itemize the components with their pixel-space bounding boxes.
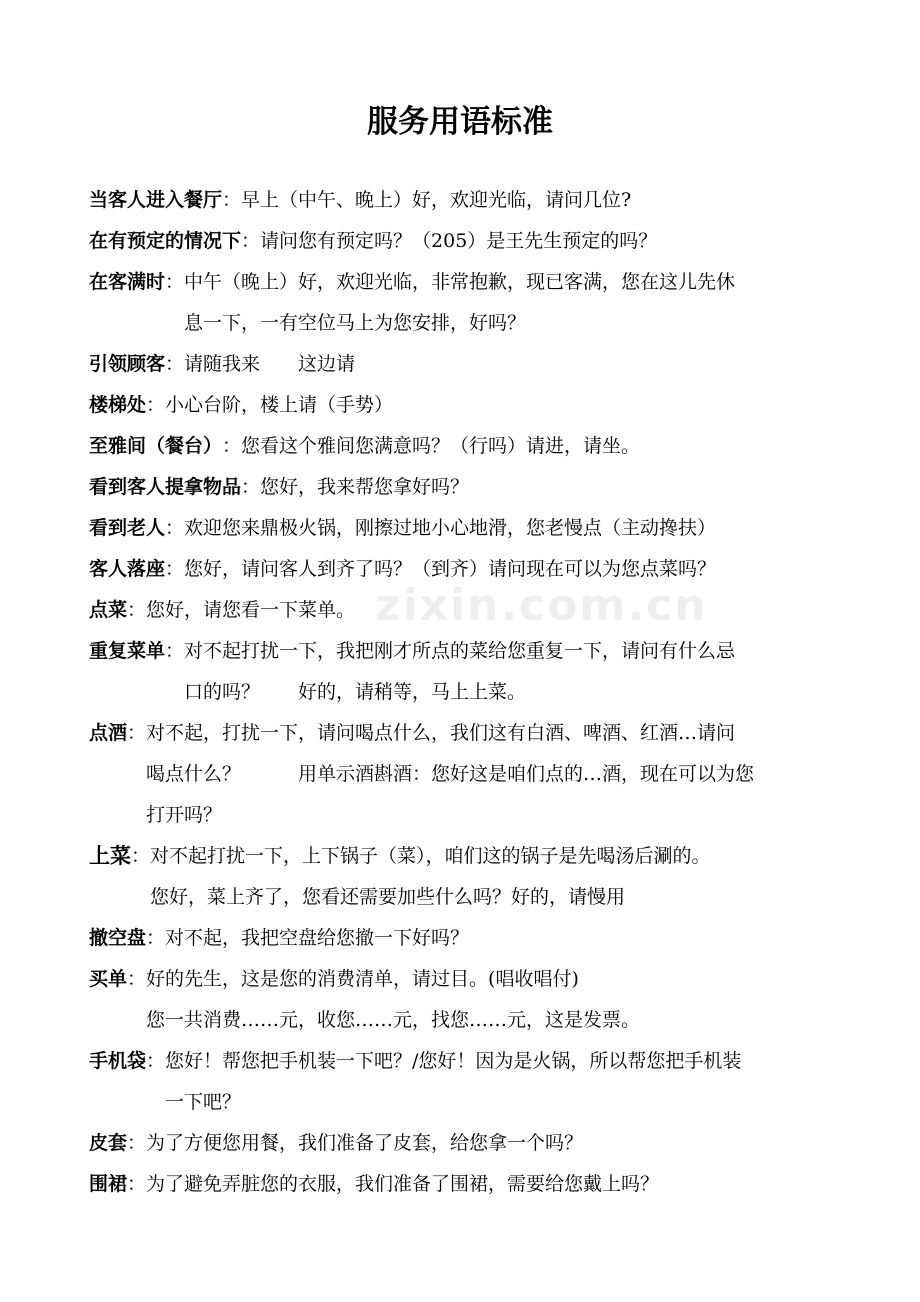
label-colon: ： [127, 1173, 147, 1195]
label-colon: ： [127, 968, 147, 990]
phrase-label: 在有预定的情况下 [89, 230, 242, 252]
phrase-entry [89, 1123, 837, 1164]
phrase-label: 重复菜单 [89, 640, 166, 662]
phrase-text [184, 262, 837, 344]
phrase-entry [89, 467, 837, 508]
phrase-entry [89, 221, 837, 262]
label-colon: ： [165, 558, 185, 580]
phrase-text [184, 508, 837, 549]
phrase-continuation-line: 您好，菜上齐了，您看还需要加些什么吗？好的，请慢用 [150, 886, 626, 908]
phrase-line: 对不起，打扰一下，请问喝点什么，我们这有白酒、啤酒、红酒…请问 [146, 722, 736, 744]
phrase-line: 欢迎您来鼎极火锅，刚擦过地小心地滑，您老慢点（主动搀扶） [184, 517, 717, 539]
phrase-label: 引领顾客 [89, 353, 166, 375]
phrase-continuation-line: 打开吗？ [146, 804, 223, 826]
phrase-text [165, 385, 837, 426]
phrase-line: 小心台阶，楼上请（手势） [165, 394, 394, 416]
phrase-line: 您看这个雅间您满意吗？（行吗）请进，请坐。 [241, 435, 641, 457]
phrase-entry [89, 426, 837, 467]
label-colon: ： [222, 189, 242, 211]
label-colon: ： [131, 845, 151, 867]
label-colon: ： [241, 230, 261, 252]
phrase-text [184, 631, 837, 713]
phrase-entry [89, 631, 837, 713]
phrase-text [260, 467, 837, 508]
label-colon: ： [165, 517, 185, 539]
phrase-label: 点酒 [89, 722, 128, 744]
phrase-label: 围裙 [89, 1173, 128, 1195]
label-colon: ： [165, 640, 185, 662]
phrase-line: 对不起打扰一下，我把刚才所点的菜给您重复一下，请问有什么忌 [184, 640, 736, 662]
phrase-label: 楼梯处 [89, 394, 147, 416]
phrase-text [146, 1123, 837, 1164]
phrase-label: 皮套 [89, 1132, 128, 1154]
label-colon: ： [146, 927, 166, 949]
phrase-label: 手机袋 [89, 1050, 147, 1072]
phrase-entry [89, 836, 837, 918]
phrase-continuation-line: 喝点什么？ 用单示酒斟酒：您好这是咱们点的…酒，现在可以为您 [146, 763, 755, 785]
label-colon: ： [127, 1132, 147, 1154]
phrase-label: 点菜 [89, 599, 128, 621]
phrase-label: 看到客人提拿物品 [89, 476, 242, 498]
label-colon: ： [127, 722, 147, 744]
phrase-line: 对不起打扰一下，上下锅子（菜），咱们这的锅子是先喝汤后涮的。 [150, 845, 711, 867]
label-colon: ： [146, 1050, 166, 1072]
phrase-entry [89, 1164, 837, 1205]
page-title: 服务用语标准 [367, 104, 553, 140]
phrase-entry [89, 344, 837, 385]
label-colon: ： [146, 394, 166, 416]
phrase-entry [89, 385, 837, 426]
phrase-line: 您好，请您看一下菜单。 [146, 599, 356, 621]
phrase-text [146, 1164, 837, 1205]
label-colon: ： [165, 353, 185, 375]
phrase-continuation-line: 一下吧？ [165, 1091, 242, 1113]
phrase-label: 上菜 [89, 844, 131, 868]
phrase-entry [89, 180, 837, 221]
phrase-entry [89, 713, 837, 836]
phrase-label: 客人落座 [89, 558, 166, 580]
phrase-continuation-line: 息一下，一有空位马上为您安排，好吗？ [184, 312, 527, 334]
phrase-line: 请问您有预定吗？（205）是王先生预定的吗？ [260, 230, 658, 252]
phrase-line: 中午（晚上）好，欢迎光临，非常抱歉，现已客满，您在这儿先休 [184, 271, 736, 293]
phrase-line: 您好，我来帮您拿好吗？ [260, 476, 470, 498]
phrase-label: 至雅间（餐台） [89, 435, 223, 457]
phrase-label: 当客人进入餐厅 [89, 189, 223, 211]
phrase-text [241, 180, 837, 221]
label-colon: ： [127, 599, 147, 621]
phrase-line: 好的先生，这是您的消费清单，请过目。(唱收唱付) [146, 968, 579, 990]
label-colon: ： [165, 271, 185, 293]
phrase-label: 在客满时 [89, 271, 166, 293]
phrase-line: 您好，请问客人到齐了吗？（到齐）请问现在可以为您点菜吗？ [184, 558, 717, 580]
phrase-label: 买单 [89, 968, 128, 990]
phrase-entry [89, 508, 837, 549]
phrase-text [146, 713, 837, 836]
phrase-continuation-line: 口的吗？ 好的，请稍等，马上上菜。 [184, 681, 527, 703]
phrase-label: 看到老人 [89, 517, 166, 539]
watermark: zixin.com.cn [375, 580, 708, 631]
phrase-text [150, 836, 837, 918]
phrase-text [165, 918, 837, 959]
phrase-entry [89, 262, 837, 344]
label-colon: ： [222, 435, 242, 457]
label-colon: ： [241, 476, 261, 498]
phrase-line: 为了避免弄脏您的衣服，我们准备了围裙，需要给您戴上吗？ [146, 1173, 660, 1195]
phrase-text [260, 221, 837, 262]
phrase-entry [89, 1041, 837, 1123]
phrase-line: 请随我来 这边请 [184, 353, 356, 375]
phrase-text [184, 344, 837, 385]
phrase-line: 您好！帮您把手机装一下吧？/您好！因为是火锅，所以帮您把手机装 [165, 1050, 742, 1072]
phrase-entry [89, 959, 837, 1041]
phrase-text [146, 959, 837, 1041]
phrase-entry [89, 918, 837, 959]
phrase-list [89, 180, 837, 1205]
phrase-line: 早上（中午、晚上）好，欢迎光临，请问几位? [241, 189, 632, 211]
phrase-text [165, 1041, 837, 1123]
phrase-continuation-line: 您一共消费……元，收您……元，找您……元，这是发票。 [146, 1009, 641, 1031]
phrase-line: 为了方便您用餐，我们准备了皮套，给您拿一个吗？ [146, 1132, 584, 1154]
phrase-label: 撤空盘 [89, 927, 147, 949]
phrase-text [241, 426, 837, 467]
phrase-line: 对不起，我把空盘给您撤一下好吗？ [165, 927, 470, 949]
